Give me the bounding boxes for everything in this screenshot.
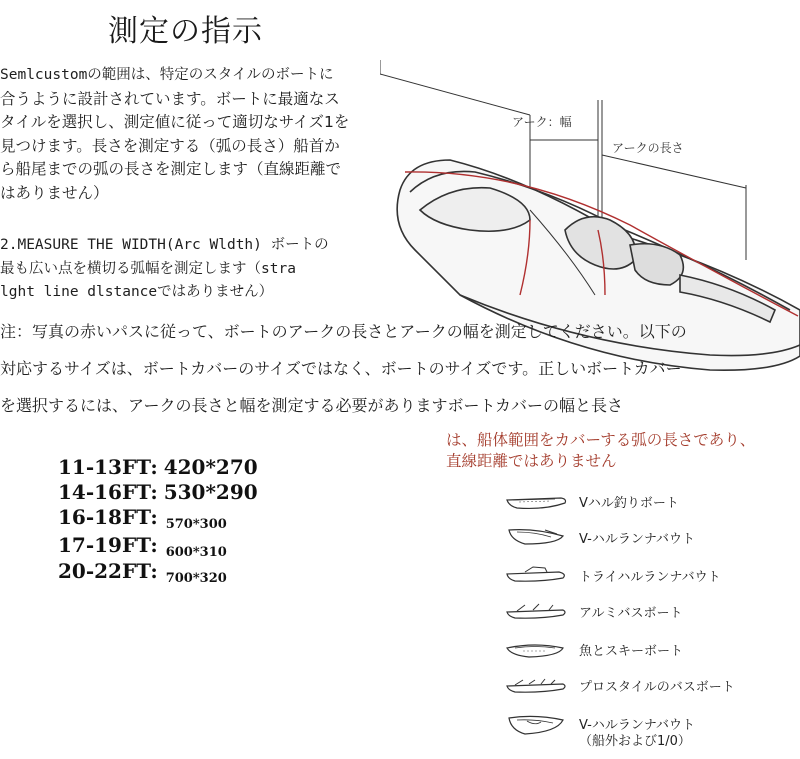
fish-ski-boat-icon <box>505 636 569 662</box>
red-note-line: は、船体範囲をカバーする弧の長さであり、 <box>446 431 756 449</box>
boat-type-label: アルミバスボート <box>579 606 683 621</box>
boat-type-sublabel: （船外および1/0） <box>579 734 691 749</box>
size-value: 530*290 <box>163 480 258 504</box>
boat-type-item <box>505 598 800 628</box>
intro-line: 見つけます。長さを測定する（弧の長さ）船首か <box>0 136 340 155</box>
size-range: 16-18FT: <box>58 505 158 529</box>
fishing-boat-icon <box>505 488 569 514</box>
arc-length-label: アークの長さ <box>612 141 684 155</box>
step2-line: 2.MEASURE THE WIDTH(Arc Wldth) ボートの <box>0 237 329 253</box>
boat-type-label: 魚とスキーボート <box>579 644 684 659</box>
red-note <box>446 430 755 472</box>
size-range: 20-22FT: <box>58 559 158 583</box>
red-note-line: 直線距離ではありません <box>446 452 617 470</box>
note-line: 注：写真の赤いパスに従って、ボートのアークの長さとアークの幅を測定してください。以下の <box>0 322 687 341</box>
boat-type-item <box>505 524 800 554</box>
note-line: 対応するサイズは、ボートカバーのサイズではなく、ボートのサイズです。正しいボートカバー <box>0 359 682 378</box>
boat-type-label: プロスタイルのバスボート <box>579 680 735 695</box>
size-row <box>58 455 258 479</box>
boat-type-label: トライハルランナバウト <box>579 570 721 585</box>
size-value: 420*270 <box>163 455 258 479</box>
boat-type-item <box>505 562 800 592</box>
boat-type-item <box>505 636 800 666</box>
step2-line: lght line dlstanceではありません） <box>0 284 274 300</box>
boat-type-label: V-ハルランナバウト <box>579 718 696 733</box>
boat-measurement-diagram <box>380 60 800 400</box>
size-row <box>58 505 227 532</box>
boat-type-label: V-ハルランナバウト <box>579 532 696 547</box>
pro-bass-boat-icon <box>505 672 569 698</box>
size-range: 14-16FT: <box>58 480 158 504</box>
note-line: を選択するには、アークの長さと幅を測定する必要がありますボートカバーの幅と長さ <box>0 396 624 415</box>
boat-type-item <box>505 710 800 754</box>
intro-line: Semlcustomの範囲は、特定のスタイルのボートに <box>0 67 334 83</box>
step2-paragraph <box>0 234 329 305</box>
intro-paragraph <box>0 64 349 205</box>
size-row <box>58 480 258 504</box>
size-row <box>58 559 227 586</box>
boat-type-label: Vハル釣りボート <box>579 496 679 511</box>
boat-type-item <box>505 672 800 702</box>
size-value: 570*300 <box>165 517 227 532</box>
outboard-runabout-icon <box>505 710 569 740</box>
size-row <box>58 533 227 560</box>
tri-hull-boat-icon <box>505 562 569 588</box>
intro-line: ら船尾までの弧の長さを測定します（直線距離で <box>0 160 342 178</box>
intro-line: タイルを選択し、測定値に従って適切なサイズ1を <box>0 113 350 131</box>
size-value: 600*310 <box>165 545 227 560</box>
runabout-boat-icon <box>505 524 569 550</box>
step2-line: 最も広い点を横切る弧幅を測定します（stra <box>0 260 296 277</box>
page-title: 測定の指示 <box>108 14 263 49</box>
boat-type-item <box>505 488 800 518</box>
arc-width-label: アーク：幅 <box>512 115 572 129</box>
size-range: 17-19FT: <box>58 533 158 557</box>
intro-line: 合うように設計されています。ボートに最適なス <box>0 89 340 108</box>
size-range: 11-13FT: <box>58 455 158 479</box>
intro-line: はありません） <box>0 183 109 202</box>
size-value: 700*320 <box>165 571 227 586</box>
bass-boat-icon <box>505 598 569 624</box>
